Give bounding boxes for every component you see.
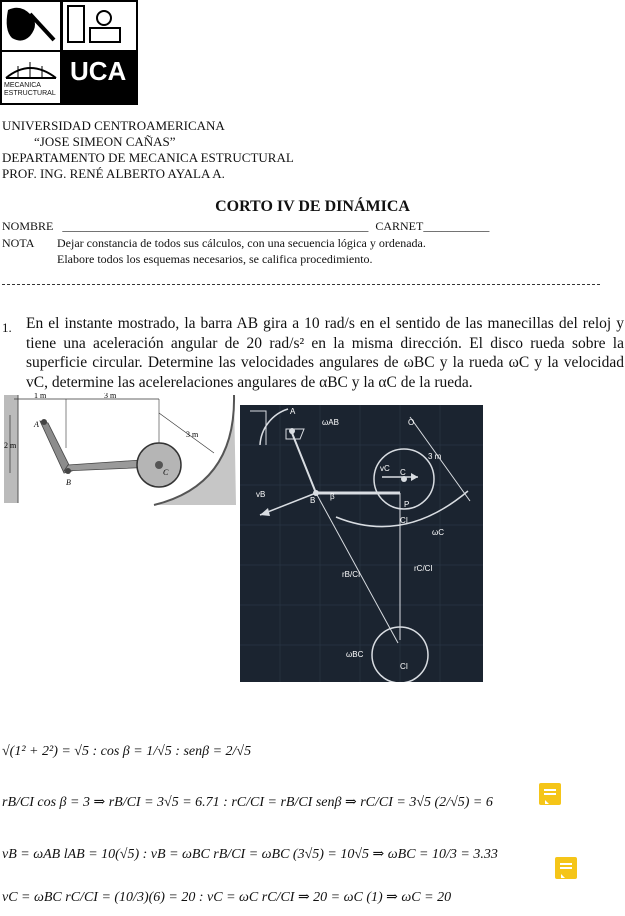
carnet-label: CARNET xyxy=(375,219,424,233)
diag-label-ci-bottom: CI xyxy=(400,662,408,671)
logo-caption-line: ESTRUCTURAL xyxy=(4,90,56,97)
diag-label-p: P xyxy=(404,500,410,509)
separator-line xyxy=(2,284,600,285)
comment-icon[interactable] xyxy=(539,783,561,805)
university-name: UNIVERSIDAD CENTROAMERICANA xyxy=(2,118,225,133)
equation-1: √(1² + 2²) = √5 : cos β = 1/√5 : senβ = 2/√5 xyxy=(2,744,252,759)
dim-2m: 2 m xyxy=(4,441,17,450)
equation-4: vC = ωBC rC/CI = (10/3)(6) = 20 : vC = ωC rC/CI ⇒ 20 = ωC (1) ⇒ ωC = 20 xyxy=(2,890,452,905)
question-number: 1. xyxy=(2,320,12,335)
diag-label-rbci: rB/CI xyxy=(342,570,361,579)
diag-label-rcci: rC/CI xyxy=(414,564,433,573)
diag-label-3m: 3 m xyxy=(428,452,442,461)
carnet-field[interactable]: ___________ xyxy=(423,219,490,233)
diag-label-a: A xyxy=(290,407,296,416)
diag-label-vc: vC xyxy=(380,464,390,473)
dim-3m-top: 3 m xyxy=(104,393,117,400)
name-row xyxy=(2,219,489,234)
mechanism-figure xyxy=(4,393,236,508)
page-title: CORTO IV DE DINÁMICA xyxy=(215,198,410,215)
dim-1m: 1 m xyxy=(34,393,47,400)
nota-line-2: Elabore todos los esquemas necesarios, se califica procedimiento. xyxy=(57,252,373,266)
diag-label-c: C xyxy=(400,468,406,477)
university-logo xyxy=(0,0,140,106)
diag-label-wbc: ωBC xyxy=(346,650,364,659)
university-subname: “JOSE SIMEON CAÑAS” xyxy=(34,134,176,149)
diag-label-o: O xyxy=(408,418,415,427)
diag-label-vb: vB xyxy=(256,490,266,499)
label-a: A xyxy=(34,420,39,429)
professor-name: PROF. ING. RENÉ ALBERTO AYALA A. xyxy=(2,166,225,181)
kinematics-diagram xyxy=(240,405,483,682)
name-field[interactable]: ___________________________________________________ xyxy=(62,219,369,233)
dim-3m-arc: 3 m xyxy=(186,430,199,439)
svg-text:UCA: UCA xyxy=(70,56,127,86)
diag-label-b: B xyxy=(310,496,316,505)
diag-label-ci: CI xyxy=(400,516,408,525)
label-b: B xyxy=(66,478,71,487)
diag-label-beta: β xyxy=(330,492,335,501)
diag-label-wab: ωAB xyxy=(322,418,339,427)
comment-icon[interactable] xyxy=(555,857,577,879)
name-label: NOMBRE xyxy=(2,219,54,233)
nota-label: NOTA xyxy=(2,236,35,250)
equation-3: vB = ωAB lAB = 10(√5) : vB = ωBC rB/CI = ωBC (3√5) = 10√5 ⇒ ωBC = 10/3 = 3.33 xyxy=(2,847,498,862)
logo-caption xyxy=(4,82,56,98)
question-text: En el instante mostrado, la barra AB gira a 10 rad/s en el sentido de las manecillas del reloj y tiene una aceleración angular de 20 rad/s² en la misma dirección. El disco rueda sobre la superficie circular. Determine las velocidades angulares de ωBC y la rueda ωC y la velocidad vC, determine las acelerelaciones angulares de αBC y la αC de la rueda. xyxy=(26,315,624,391)
department-name: DEPARTAMENTO DE MECANICA ESTRUCTURAL xyxy=(2,150,294,165)
equation-2: rB/CI cos β = 3 ⇒ rB/CI = 3√5 = 6.71 : rC/CI = rB/CI senβ ⇒ rC/CI = 3√5 (2/√5) = 6 xyxy=(2,795,493,810)
label-c: C xyxy=(163,468,169,477)
logo-caption-line: MECANICA xyxy=(4,82,41,89)
diag-label-wc: ωC xyxy=(432,528,445,537)
nota-line-1: Dejar constancia de todos sus cálculos, con una secuencia lógica y ordenada. xyxy=(57,236,426,250)
